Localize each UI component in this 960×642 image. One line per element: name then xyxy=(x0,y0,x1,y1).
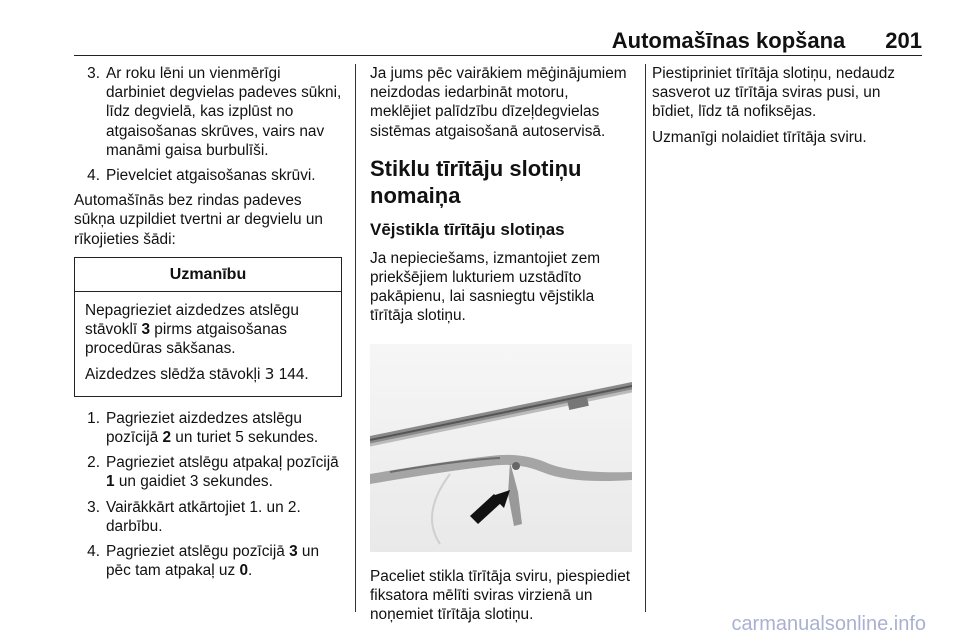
watermark: carmanualsonline.info xyxy=(731,613,926,635)
column-1 xyxy=(74,64,342,586)
list-item: 2. Pagrieziet atslēgu atpakaļ pozīcijā 1 un gaidiet 3 sekundes. xyxy=(87,454,339,491)
intro-paragraph: Ja jums pēc vairākiem mēģinājumiem neizdodas iedarbināt motoru, meklējiet palīdzību dīzeļdegvielas sistēmas atgaisošanā autoservisā. xyxy=(370,65,627,140)
notice-title: Uzmanību xyxy=(75,258,341,292)
column-divider xyxy=(355,64,356,612)
paragraph: Piestipriniet tīrītāja slotiņu, nedaudz sasverot uz tīrītāja sviras pusi, un bīdiet, līdz tā nofiksējas. xyxy=(652,65,895,121)
list-item: 4. Pagrieziet atslēgu pozīcijā 3 un pēc tam atpakaļ uz 0. xyxy=(87,543,320,580)
page-ref-icon[interactable]: 3 xyxy=(264,364,275,383)
section-heading: Stiklu tīrītāju slotiņu nomaiņa xyxy=(370,155,582,208)
subsection-heading: Vējstikla tīrītāju slotiņas xyxy=(370,219,565,239)
steps-list-b xyxy=(74,409,342,581)
notice-paragraph: Nepagrieziet aizdedzes atslēgu stāvoklī 3 pirms atgaisošanas procedūras sākšanas. xyxy=(85,302,299,358)
wiper-blade-illustration xyxy=(370,344,632,552)
list-item: 3. Vairākkārt atkārtojiet 1. un 2. darbību. xyxy=(87,498,301,535)
notice-reference: Aizdedzes slēdža stāvokļi 3 144. xyxy=(85,364,309,383)
list-item: 3. Ar roku lēni un vienmērīgi darbiniet degvielas padeves sūkni, līdz degvielā, kas izplūst no atgaisošanas skrūves, vairs nav manāmi gaisa burbulīši. xyxy=(87,65,342,159)
help-paragraph: Ja nepieciešams, izmantojiet zem priekšējiem lukturiem uzstādīto pakāpienu, lai sasniegtu vējstikla tīrītāja slotiņu. xyxy=(370,249,601,325)
page-title: Automašīnas kopšana xyxy=(611,28,846,53)
intro-paragraph: Automašīnās bez rindas padeves sūkņa uzpildiet tvertni ar degvielu un rīkojieties šādi: xyxy=(74,192,323,248)
header-rule xyxy=(74,55,922,56)
column-3 xyxy=(652,64,920,153)
list-item: 4. Pievelciet atgaisošanas skrūvi. xyxy=(87,167,316,185)
column-divider xyxy=(645,64,646,612)
page-header xyxy=(612,28,922,52)
page-number: 201 xyxy=(885,28,922,53)
paragraph: Uzmanīgi nolaidiet tīrītāja sviru. xyxy=(652,128,867,146)
list-item: 1. Pagrieziet aizdedzes atslēgu pozīcijā 2 un turiet 5 sekundes. xyxy=(87,409,319,447)
caption-paragraph: Paceliet stikla tīrītāja sviru, piespiediet fiksatora mēlīti sviras virzienā un noņemiet tīrītāja slotiņu. xyxy=(370,567,631,624)
notice-box xyxy=(74,257,342,397)
notice-body xyxy=(75,292,341,396)
column-2 xyxy=(370,64,632,630)
steps-list-a xyxy=(74,64,342,185)
